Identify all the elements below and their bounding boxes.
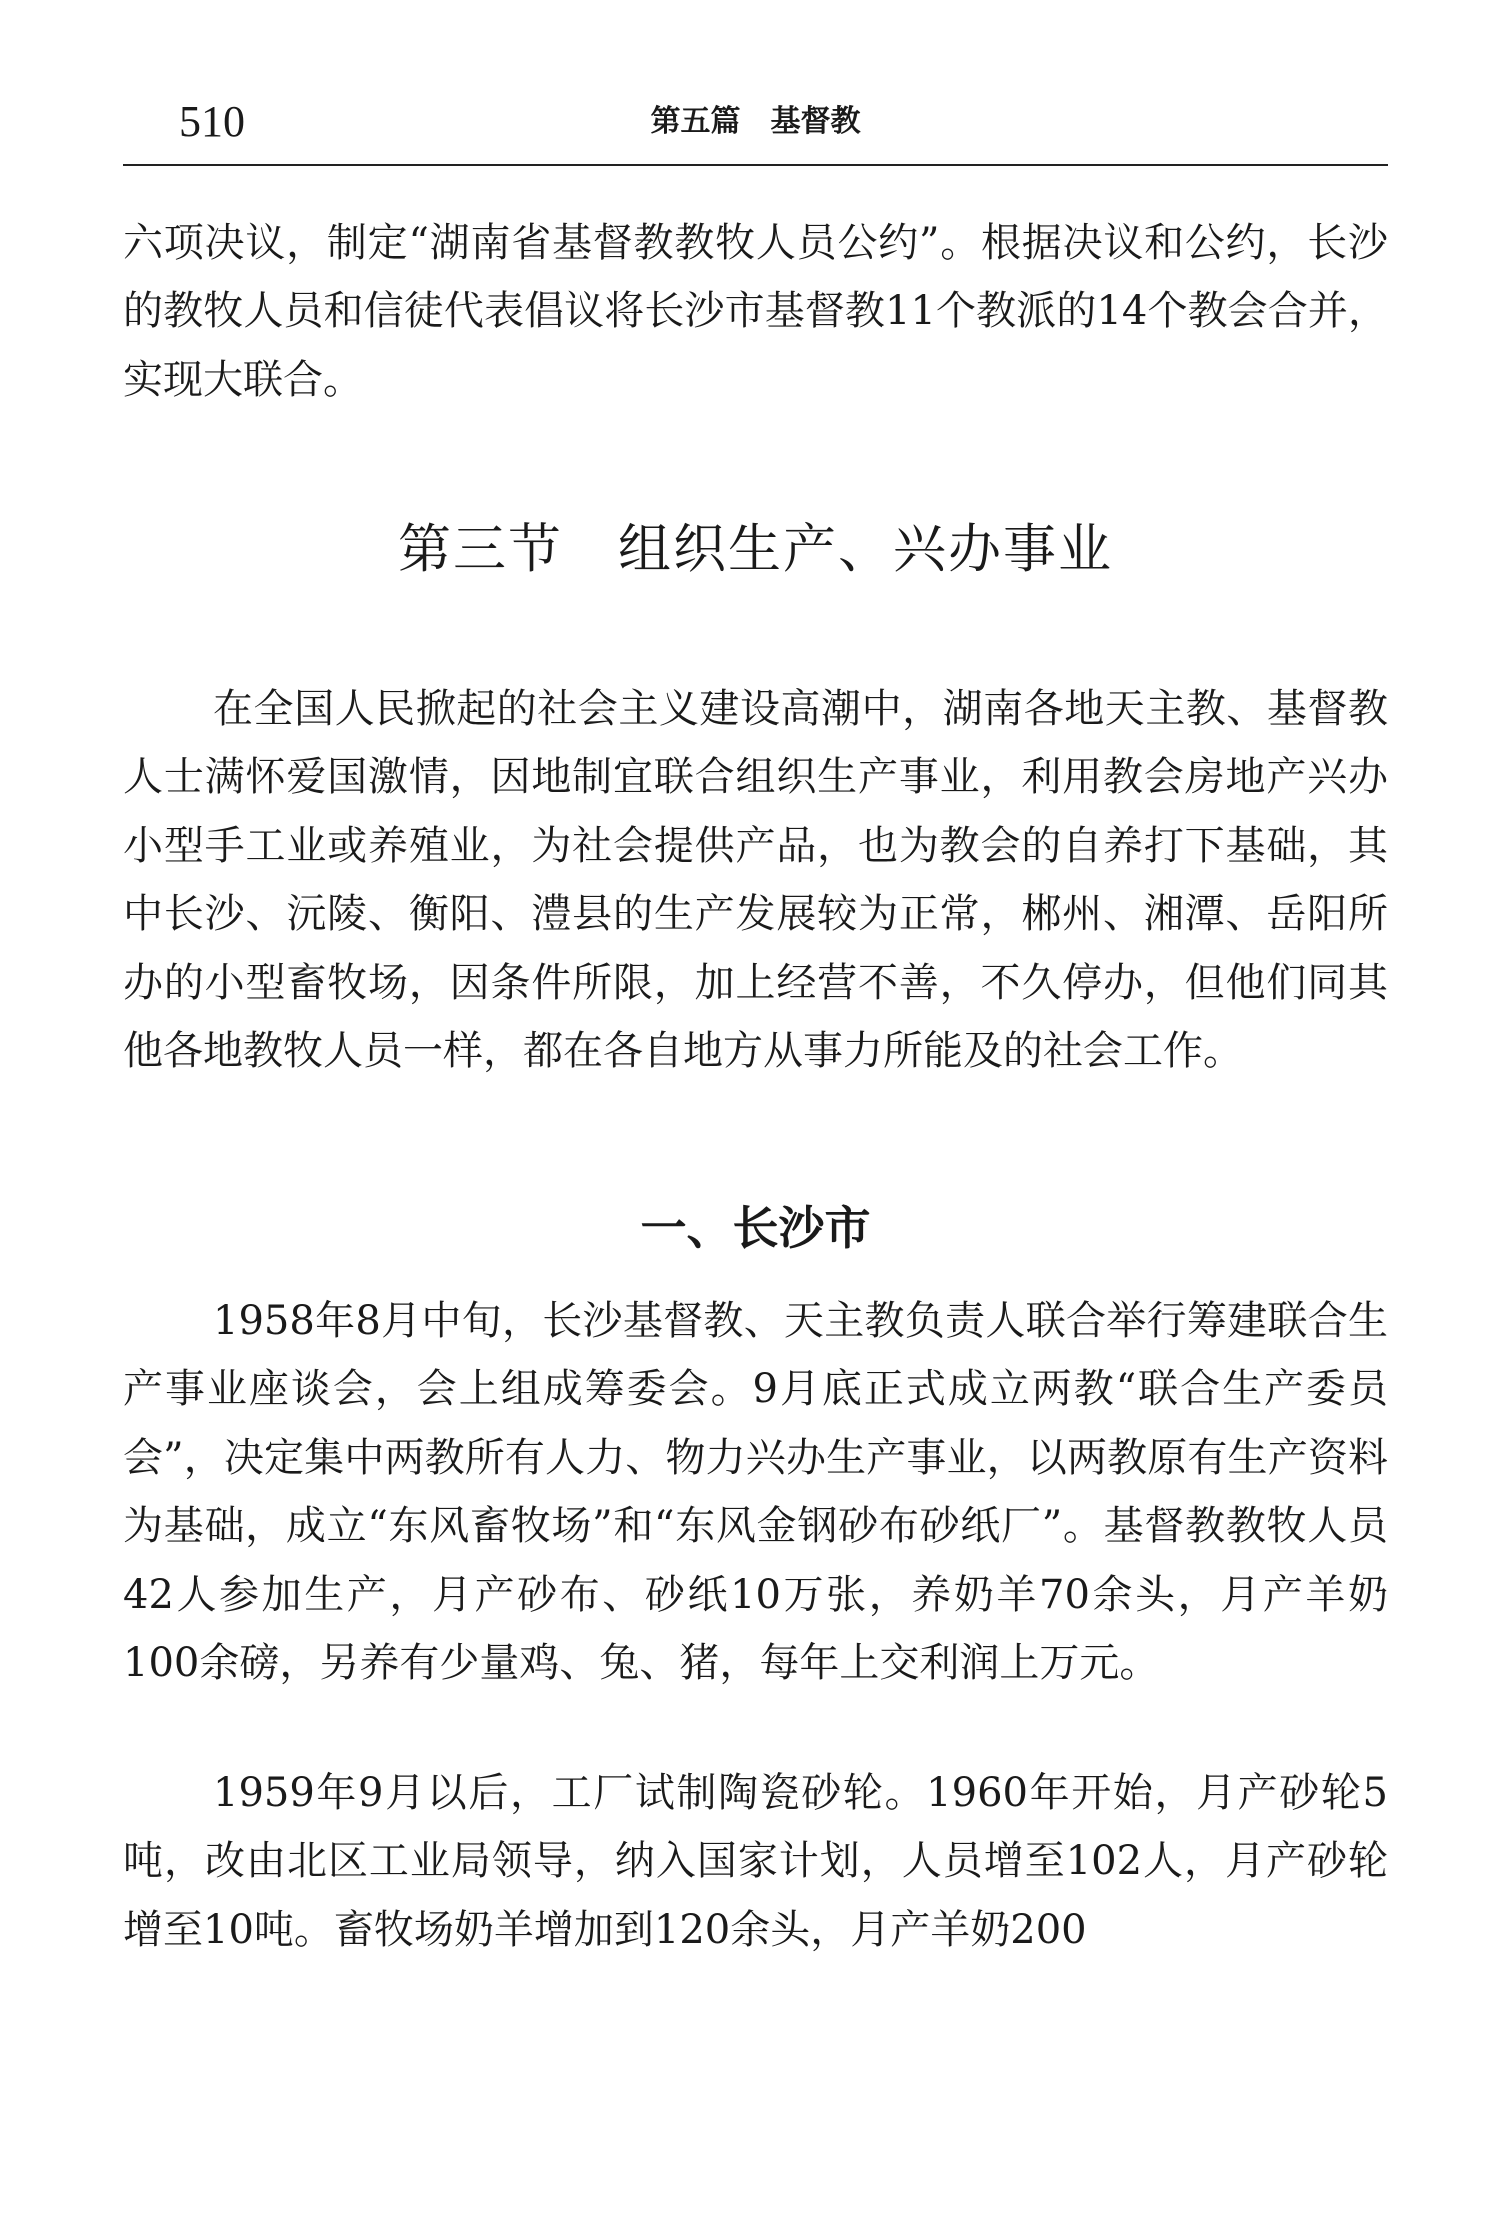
subsection-title: 一、长沙市 (640, 1201, 871, 1255)
page-header (123, 92, 1388, 166)
paragraph-changsha-1959: 1959年9月以后，工厂试制陶瓷砂轮。1960年开始，月产砂轮5吨，改由北区工业局领导，纳入国家计划，人员增至102人，月产砂轮增至10吨。畜牧场奶羊增加到120余头，月产羊奶200 (123, 1770, 1388, 1953)
section-title: 第三节 组织生产、兴办事业 (398, 519, 1113, 580)
running-head: 第五篇 基督教 (650, 104, 861, 139)
paragraph-changsha-1958: 1958年8月中旬，长沙基督教、天主教负责人联合举行筹建联合生产事业座谈会，会上组成筹委会。9月底正式成立两教“联合生产委员会”，决定集中两教所有人力、物力兴办生产事业，以两教原有生产资料为基础，成立“东风畜牧场”和“东风金钢砂布砂纸厂”。基督教教牧人员42人参加生产，月产砂布、砂纸10万张，养奶羊70余头，月产羊奶100余磅，另养有少量鸡、兔、猪，每年上交利润上万元。 (123, 1298, 1388, 1687)
paragraph-section-intro: 在全国人民掀起的社会主义建设高潮中，湖南各地天主教、基督教人士满怀爱国激情，因地制宜联合组织生产事业，利用教会房地产兴办小型手工业或养殖业，为社会提供产品，也为教会的自养打下基础，其中长沙、沅陵、衡阳、澧县的生产发展较为正常，郴州、湘潭、岳阳所办的小型畜牧场，因条件所限，加上经营不善，不久停办，但他们同其他各地教牧人员一样，都在各自地方从事力所能及的社会工作。 (123, 686, 1388, 1075)
paragraph-continued: 六项决议，制定“湖南省基督教教牧人员公约”。根据决议和公约，长沙的教牧人员和信徒代表倡议将长沙市基督教11个教派的14个教会合并，实现大联合。 (123, 220, 1388, 403)
page-number: 510 (179, 97, 245, 146)
